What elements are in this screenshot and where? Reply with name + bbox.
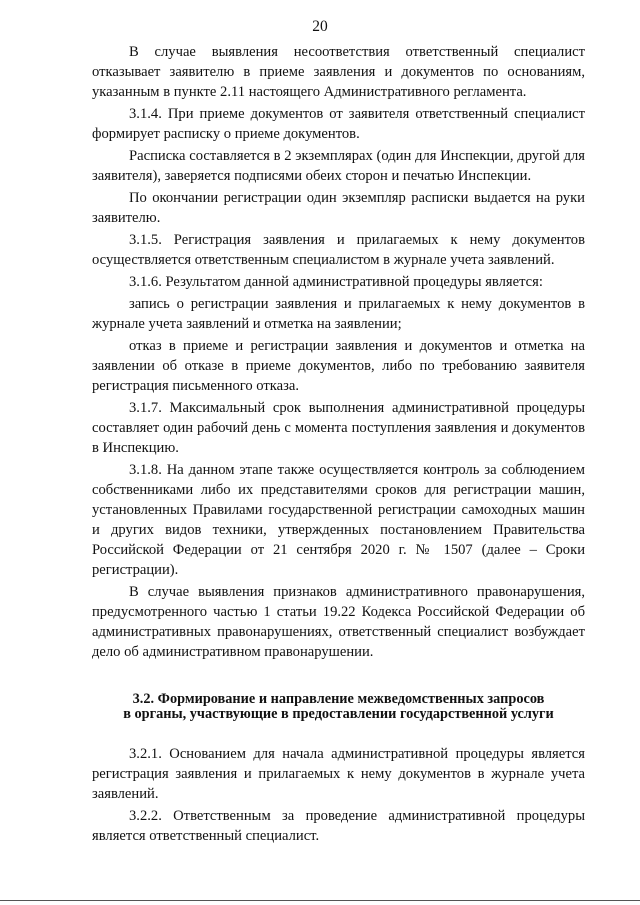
paragraph-3-1-6: 3.1.6. Результатом данной административной процедуры является: [129,274,543,290]
section-heading-line-1: 3.2. Формирование и направление межведомственных запросов [132,691,545,707]
section-heading-line-2: в органы, участвующие в предоставлении государственной услуги [123,706,554,722]
section-heading-3-2 [92,692,585,722]
page-bottom-edge [0,900,640,901]
document-body [92,42,585,848]
paragraph-receipt-handover: По окончании регистрации один экземпляр расписки выдается на руки заявителю. [92,190,585,226]
paragraph-3-2-2: 3.2.2. Ответственным за проведение административной процедуры является ответственный специалист. [92,808,585,844]
paragraph-mismatch-refusal: В случае выявления несоответствия ответственный специалист отказывает заявителю в приеме заявления и документов по основаниям, указанным в пункте 2.11 настоящего Административного регламента. [92,44,585,100]
paragraph-3-1-4: 3.1.4. При приеме документов от заявителя ответственный специалист формирует расписку о приеме документов. [92,106,585,142]
paragraph-3-1-5: 3.1.5. Регистрация заявления и прилагаемых к нему документов осуществляется ответственным специалистом в журнале учета заявлений. [92,232,585,268]
paragraph-3-1-7: 3.1.7. Максимальный срок выполнения административной процедуры составляет один рабочий день с момента поступления заявления и документов в Инспекцию. [92,400,585,456]
paragraph-3-2-1: 3.2.1. Основанием для начала административной процедуры является регистрация заявления и прилагаемых к нему документов в журнале учета заявлений. [92,746,585,802]
paragraph-registration-record: запись о регистрации заявления и прилагаемых к нему документов в журнале учета заявлений и отметка на заявлении; [92,296,585,332]
paragraph-receipt-copies: Расписка составляется в 2 экземплярах (один для Инспекции, другой для заявителя), заверяется подписями обеих сторон и печатью Инспекции. [92,148,585,184]
paragraph-violation-case: В случае выявления признаков административного правонарушения, предусмотренного частью 1 статьи 19.22 Кодекса Российской Федерации об административных правонарушениях, ответственный специалист возбуждает дело об административном правонарушении. [92,584,585,660]
paragraph-3-1-8: 3.1.8. На данном этапе также осуществляется контроль за соблюдением собственниками либо их представителями сроков для регистрации машин, установленных Правилами государственной регистрации самоходных машин и других видов техники, утвержденных постановлением Правительства Российской Федерации от 21 сентября 2020 г. № 1507 (далее – Сроки регистрации). [92,462,585,578]
paragraph-refusal-record: отказ в приеме и регистрации заявления и документов и отметка на заявлении об отказе в приеме документов, либо по требованию заявителя регистрация письменного отказа. [92,338,585,394]
page-number: 20 [312,18,328,35]
